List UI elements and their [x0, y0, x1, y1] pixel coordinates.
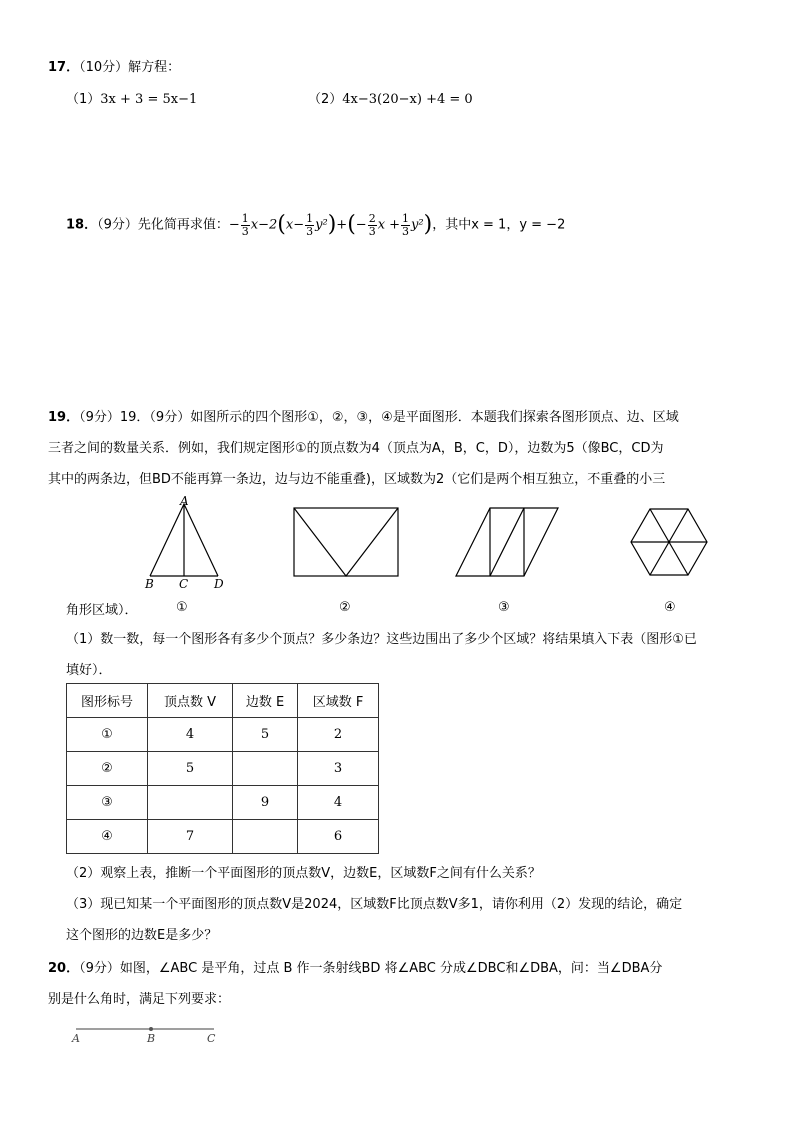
- table-row: [67, 752, 379, 786]
- q17-part1-label: （1）: [66, 92, 101, 107]
- table-cell: 7: [148, 820, 233, 854]
- q18-frac2: [305, 213, 314, 238]
- table-cell-blank: [233, 820, 298, 854]
- figure-2-rectangle: [294, 508, 398, 576]
- q18-expr-f: −: [355, 217, 367, 233]
- q19-number: 19．: [48, 410, 80, 425]
- q17-stem: 解方程：: [128, 60, 181, 75]
- figure-2-v: [294, 508, 398, 576]
- q17-number: 17．: [48, 60, 80, 75]
- fig-label-1: ①: [176, 600, 188, 615]
- q18-frac3-den: 3: [368, 224, 376, 238]
- q19-part1-line-2: 填好）．: [66, 663, 112, 678]
- table-cell: ③: [67, 786, 148, 820]
- q19-table: [66, 683, 379, 854]
- q17-part1-equation: 3x + 3 = 5x−1: [100, 92, 198, 107]
- q18-frac4-den: 3: [402, 224, 410, 238]
- q18-frac1: [241, 213, 250, 238]
- q17-part2-label: （2）: [308, 92, 343, 107]
- figure-2-frame: [294, 508, 398, 576]
- q18-expr-minus: −: [228, 217, 240, 233]
- table-header-row: [67, 684, 379, 718]
- q18-expr-b: x−2: [250, 217, 278, 233]
- q18-paren-close-1: ): [327, 212, 337, 237]
- q18-expr-c: x−: [285, 217, 305, 233]
- q20-line-1: [48, 953, 748, 984]
- table-cell: ④: [67, 820, 148, 854]
- q19-part1-line-1: （1）数一数，每一个图形各有多少个顶点？多少条边？这些边围出了多少个区域？将结果填入下表（图形①已: [66, 632, 697, 647]
- q20-number: 20．: [48, 961, 80, 976]
- fig-label-3: ③: [498, 600, 510, 615]
- q17-heading: [48, 56, 180, 75]
- q18-frac1-num: 1: [241, 211, 249, 225]
- table-row: [67, 820, 379, 854]
- table-cell: ①: [67, 718, 148, 752]
- figure-4-hexagon: [631, 509, 707, 575]
- q19-intro-line-2: 三者之间的数量关系．例如，我们规定图形①的顶点数为4（顶点为A，B，C，D），边数为5（像BC，CD为: [48, 441, 664, 456]
- q18-line: [66, 206, 565, 244]
- q18-frac4-num: 1: [402, 211, 410, 225]
- figure-1-triangle: [150, 504, 218, 576]
- q19-intro-line-3: 其中的两条边，但BD不能再算一条边，边与边不能重叠)，区域数为2（它们是两个相互独立，不重叠的小三: [48, 472, 666, 487]
- table-cell: 2: [298, 718, 379, 752]
- fig1-vertex-d: D: [214, 577, 224, 591]
- q18-number: 18．: [66, 217, 98, 233]
- q17-part2: [308, 88, 473, 107]
- table-cell-blank: [233, 752, 298, 786]
- q19-parts-2-3: [66, 858, 746, 951]
- q18-expr-h: y²: [411, 217, 424, 233]
- q19-figures: [0, 490, 794, 600]
- q18-frac4: [401, 213, 410, 238]
- table-header: 边数 E: [233, 684, 298, 718]
- q18-expr-plus: +: [336, 217, 348, 233]
- q19-part3-line-1: （3）现已知某一个平面图形的顶点数V是2024，区域数F比顶点数V多1，请你利用（2）发现的结论，确定: [66, 897, 683, 912]
- q18-frac2-den: 3: [306, 224, 314, 238]
- fig-label-4: ④: [664, 600, 676, 615]
- q20-line-2: 别是什么角时，满足下列要求：: [48, 992, 231, 1007]
- table-header: 顶点数 V: [148, 684, 233, 718]
- fig1-vertex-c: C: [179, 577, 189, 591]
- q19-intro-line-1: [48, 402, 748, 433]
- table-cell: 4: [148, 718, 233, 752]
- q18-frac3-num: 2: [368, 211, 376, 225]
- q19-intro: [48, 402, 748, 495]
- fig1-vertex-b: B: [145, 577, 154, 591]
- table-cell: ②: [67, 752, 148, 786]
- q18-frac2-num: 1: [306, 211, 314, 225]
- q18-frac3: [368, 213, 377, 238]
- q19-score: （9分）: [79, 410, 120, 425]
- q18-expr-d: y²: [315, 217, 328, 233]
- table-row: [67, 786, 379, 820]
- figure-3-diagonal-1: [490, 508, 524, 576]
- q19-part3-line-2: 这个图形的边数E是多少？: [66, 928, 218, 943]
- table-cell-blank: [148, 786, 233, 820]
- table-header: 区域数 F: [298, 684, 379, 718]
- figure-3-parallelogram: [456, 508, 558, 576]
- q20-figure: [0, 1020, 260, 1050]
- q20-label-c: C: [207, 1032, 216, 1045]
- fig-label-2: ②: [339, 600, 351, 615]
- q20-point-b-dot: [149, 1027, 153, 1031]
- q18-expr-g: x +: [377, 217, 401, 233]
- table-cell: 6: [298, 820, 379, 854]
- q20-text: [48, 953, 748, 1015]
- q18-frac1-den: 3: [241, 224, 249, 238]
- q19-part2: （2）观察上表，推断一个平面图形的顶点数V，边数E，区域数F之间有什么关系？: [66, 866, 541, 881]
- q17-part2-equation: 4x−3(20−x) +4 = 0: [342, 92, 473, 107]
- q18-paren-open-2: (: [347, 212, 356, 237]
- q20-label-b: B: [147, 1032, 156, 1045]
- q18-stem: 先化简再求值：: [137, 217, 229, 233]
- table-cell: 5: [233, 718, 298, 752]
- fig1-vertex-a: A: [180, 494, 189, 508]
- table-row: [67, 718, 379, 752]
- table-cell: 9: [233, 786, 298, 820]
- table-header: 图形标号: [67, 684, 148, 718]
- q18-paren-close-2: ): [423, 212, 433, 237]
- q17-score: （10分）: [79, 60, 129, 75]
- table-cell: 5: [148, 752, 233, 786]
- table-cell: 3: [298, 752, 379, 786]
- q18-paren-open-1: (: [277, 212, 286, 237]
- q19-part1: [66, 624, 746, 686]
- q19-intro-text-1: 19．（9分）如图所示的四个图形①，②，③，④是平面图形．本题我们探索各图形顶点、边、区域: [119, 410, 679, 425]
- q18-condition: ，其中x = 1，y = −2: [432, 217, 566, 233]
- q20-label-a: A: [72, 1032, 80, 1045]
- q17-part1: [66, 88, 197, 107]
- q20-line-1-text: 如图，∠ABC 是平角，过点 B 作一条射线BD 将∠ABC 分成∠DBC和∠DBA，问：当∠DBA分: [119, 961, 663, 976]
- q18-score: （9分）: [97, 217, 138, 233]
- table-cell: 4: [298, 786, 379, 820]
- q20-score: （9分）: [79, 961, 120, 976]
- q19-intro-line-4: 角形区域）．: [66, 603, 138, 618]
